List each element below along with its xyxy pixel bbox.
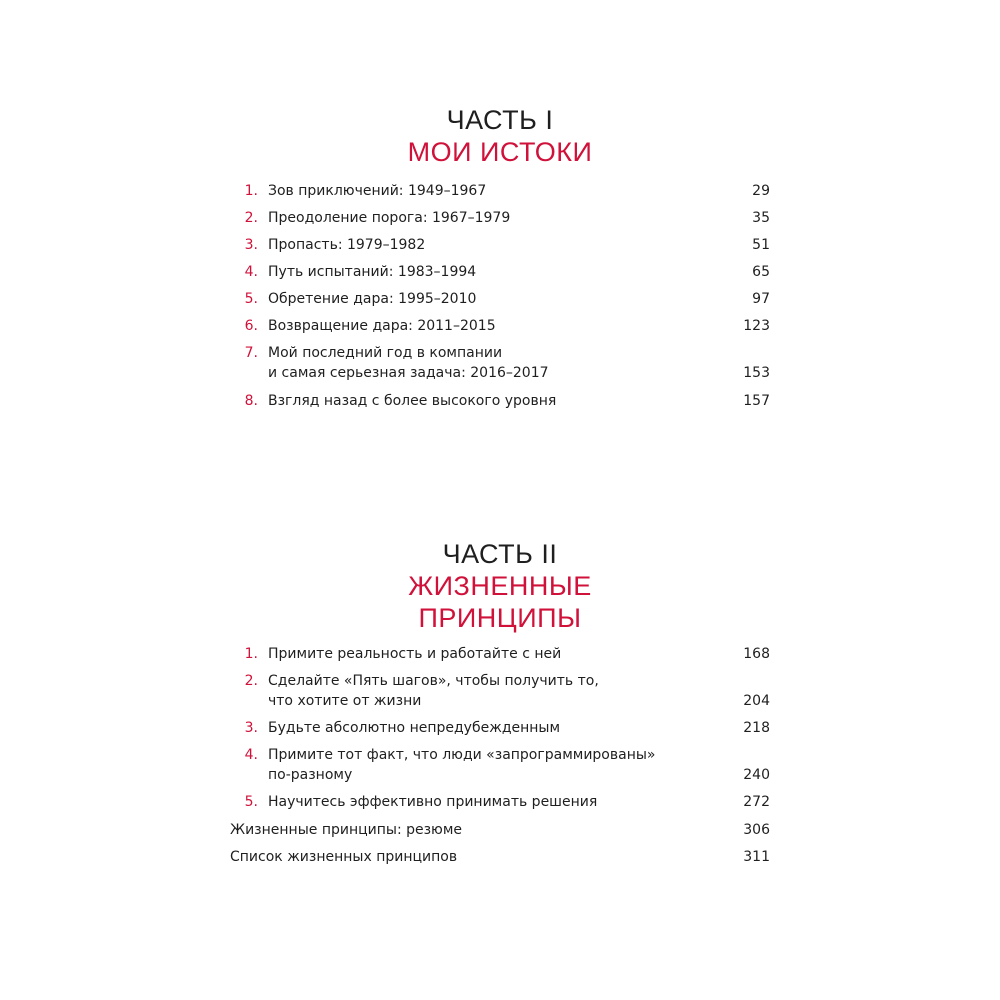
entry-title: Научитесь эффективно принимать решения [268,794,598,810]
entry-title: Список жизненных принципов [230,849,458,865]
entry-title-cont: по-разному [268,767,353,783]
page-number: 157 [743,393,770,409]
entry-title: Зов приключений: 1949–1967 [268,183,487,199]
entry-title: Взгляд назад с более высокого уровня [268,393,557,409]
entry-title: Жизненные принципы: резюме [230,822,463,838]
part-2-title-line-1: ЖИЗНЕННЫЕ [408,571,592,601]
entry-number: 2. [244,673,258,689]
entry-number: 1. [244,646,258,662]
entry-number: 6. [244,318,258,334]
entry-number: 2. [244,210,258,226]
entry-title: Примите реальность и работайте с ней [268,646,562,662]
entry-number: 5. [244,794,258,810]
page-number: 35 [752,210,770,226]
page-number: 306 [743,822,770,838]
page-number: 311 [743,849,770,865]
entry-number: 3. [244,720,258,736]
entry-number: 7. [244,345,258,361]
part-1-label: ЧАСТЬ I [446,105,554,135]
part-1-heading [0,104,1000,168]
part-2-heading [0,538,1000,634]
entry-title-cont: и самая серьезная задача: 2016–2017 [268,365,549,381]
entry-title: Мой последний год в компании [268,345,503,361]
page-number: 218 [743,720,770,736]
page-number: 168 [743,646,770,662]
entry-title: Пропасть: 1979–1982 [268,237,426,253]
entry-title: Сделайте «Пять шагов», чтобы получить то, [268,673,599,689]
entry-title: Будьте абсолютно непредубежденным [268,720,561,736]
entry-number: 3. [244,237,258,253]
entry-number: 8. [244,393,258,409]
entry-title: Путь испытаний: 1983–1994 [268,264,477,280]
entry-number: 4. [244,747,258,763]
entry-number: 4. [244,264,258,280]
entry-title: Преодоление порога: 1967–1979 [268,210,511,226]
entry-number: 5. [244,291,258,307]
page-number: 29 [752,183,770,199]
page-number: 204 [743,693,770,709]
page-number: 240 [743,767,770,783]
entry-title: Примите тот факт, что люди «запрограммированы» [268,747,656,763]
page-number: 97 [752,291,770,307]
entry-number: 1. [244,183,258,199]
part-1-title: МОИ ИСТОКИ [407,137,593,167]
part-2-title-line-2: ПРИНЦИПЫ [418,603,582,633]
page-number: 65 [752,264,770,280]
entry-title: Возвращение дара: 2011–2015 [268,318,496,334]
entry-title: Обретение дара: 1995–2010 [268,291,477,307]
page-number: 123 [743,318,770,334]
entry-title-cont: что хотите от жизни [268,693,422,709]
part-2-label: ЧАСТЬ II [442,539,558,569]
page-number: 272 [743,794,770,810]
page-number: 51 [752,237,770,253]
page-number: 153 [743,365,770,381]
